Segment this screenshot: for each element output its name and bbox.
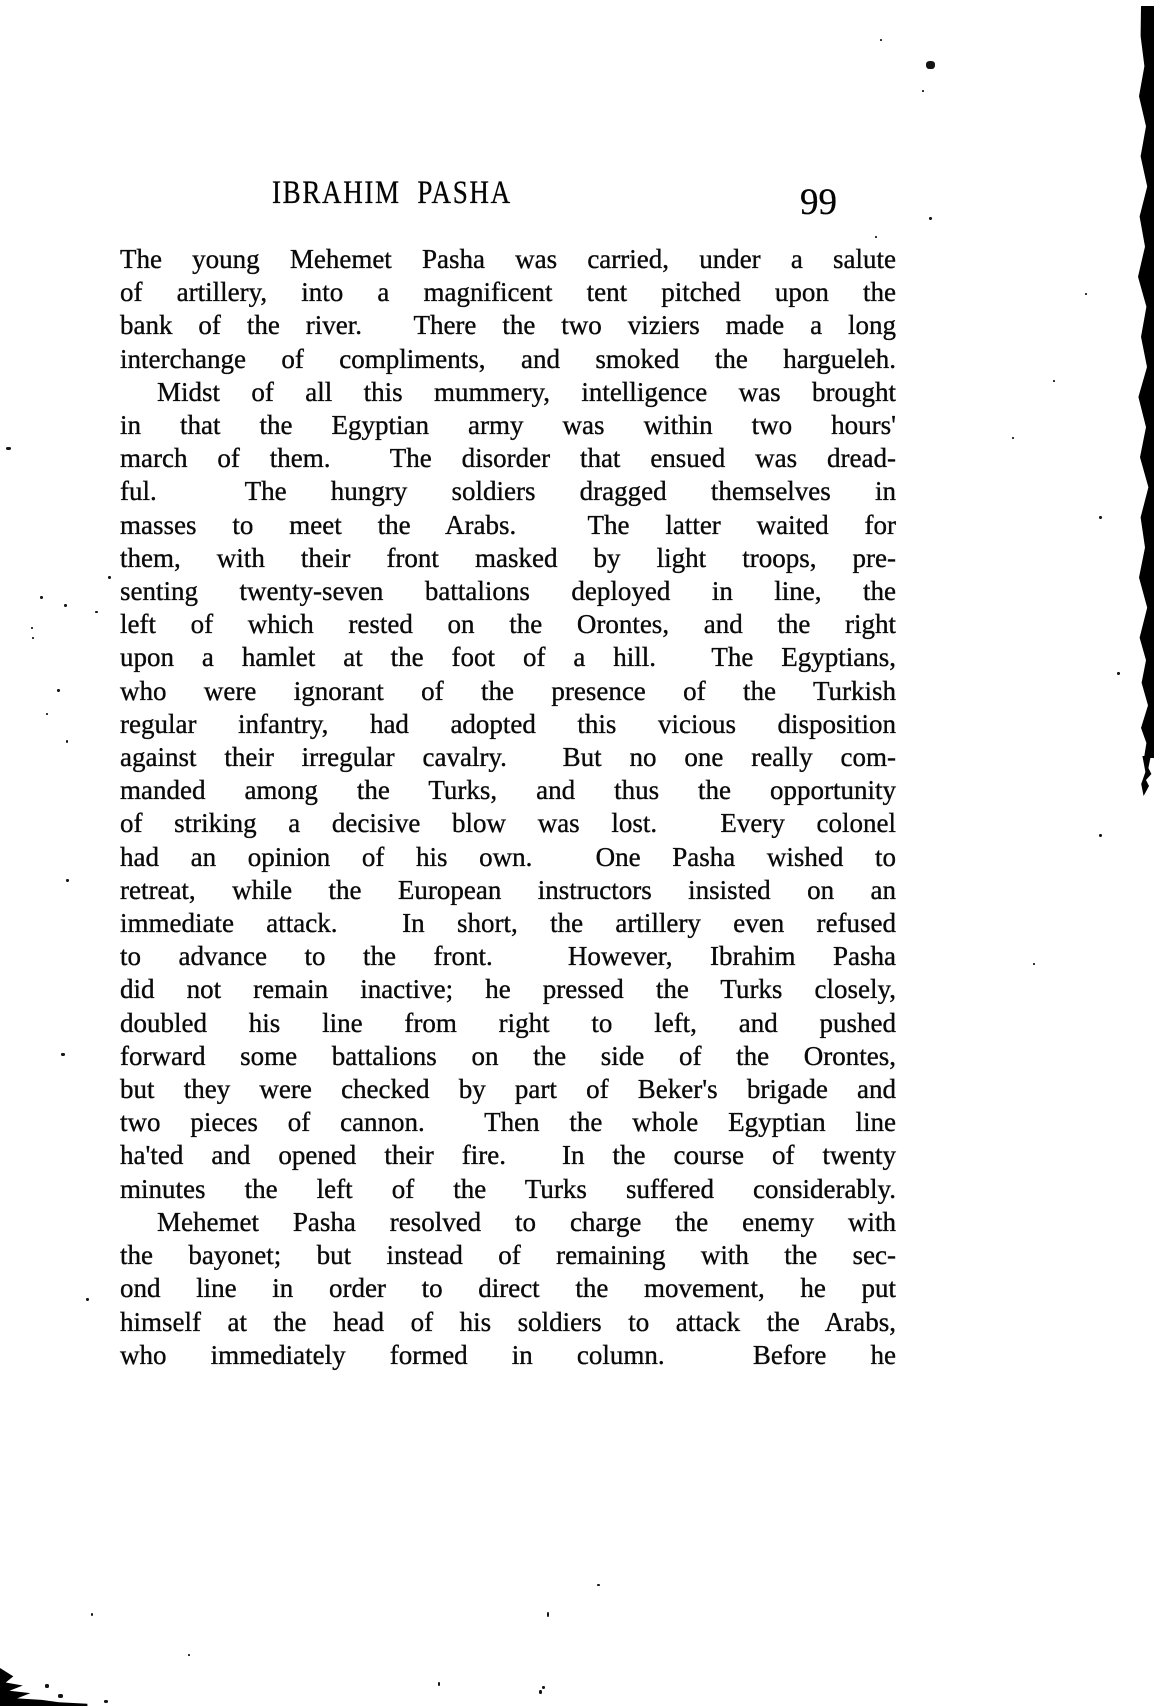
text-line: did not remain inactive; he pressed the Turks closely, <box>120 974 896 1005</box>
text-line: regular infantry, had adopted this vicious disposition <box>120 708 896 739</box>
text-line: against their irregular cavalry. But no one really com- <box>120 742 896 773</box>
text-line: himself at the head of his soldiers to attack the Arabs, <box>120 1306 896 1337</box>
text-line: forward some battalions on the side of the Orontes, <box>120 1040 896 1071</box>
scan-speck <box>86 1298 89 1301</box>
scan-speck <box>6 447 11 450</box>
text-line: left of which rested on the Orontes, and the right <box>120 609 896 640</box>
scan-speck <box>61 1053 65 1056</box>
text-line: Midst of all this mummery, intelligence was brought <box>157 376 896 407</box>
text-line: of artillery, into a magnificent tent pitched upon the <box>120 277 896 308</box>
scan-speck <box>57 689 60 692</box>
scan-speck <box>46 713 48 715</box>
scan-speck <box>1033 963 1035 965</box>
text-line: to advance to the front. However, Ibrahim Pasha <box>120 941 896 972</box>
scan-gutter-artifact <box>1134 6 1154 758</box>
scan-speck <box>539 1690 542 1694</box>
text-line: minutes the left of the Turks suffered considerably. <box>120 1173 896 1204</box>
scan-speck <box>929 217 932 220</box>
scan-speck <box>91 1613 93 1616</box>
text-line: doubled his line from right to left, and pushed <box>120 1007 896 1038</box>
text-line: The young Mehemet Pasha was carried, under a salute <box>120 244 896 274</box>
text-line: who were ignorant of the presence of the Turkish <box>120 675 896 706</box>
scan-speck <box>64 604 67 607</box>
page-title: IBRAHIM PASHA <box>272 175 512 211</box>
scan-speck <box>66 879 69 882</box>
scan-speck <box>1117 672 1120 675</box>
scan-speck <box>1099 834 1102 837</box>
scan-speck <box>32 637 34 639</box>
text-line: ond line in order to direct the movement, he put <box>120 1273 896 1304</box>
text-line: ful. The hungry soldiers dragged themselves in <box>120 476 896 507</box>
scan-speck <box>108 576 111 579</box>
scan-speck <box>45 1684 49 1688</box>
scan-gutter-artifact-tail <box>1140 756 1152 796</box>
scan-speck <box>1099 516 1102 519</box>
text-line: them, with their front masked by light troops, pre- <box>120 542 896 573</box>
body-text <box>120 243 896 1372</box>
scan-speck <box>922 90 924 92</box>
scan-speck <box>95 611 98 613</box>
scan-speck <box>58 1694 63 1698</box>
scan-speck <box>1053 380 1055 382</box>
text-line: manded among the Turks, and thus the opportunity <box>120 775 896 806</box>
scan-speck <box>926 61 935 69</box>
text-line: Mehemet Pasha resolved to charge the enemy with <box>157 1206 896 1237</box>
scan-speck <box>104 1700 108 1703</box>
text-line: upon a hamlet at the foot of a hill. The Egyptians, <box>120 642 896 673</box>
text-line: who immediately formed in column. Before he <box>120 1339 896 1370</box>
scan-speck <box>542 1686 545 1689</box>
scan-speck <box>31 627 33 629</box>
scan-speck <box>1085 293 1087 295</box>
scan-speck <box>66 740 68 743</box>
scan-speck <box>597 1584 600 1586</box>
text-line: of striking a decisive blow was lost. Every colonel <box>120 808 896 839</box>
scan-speck <box>438 1682 440 1686</box>
scan-speck <box>880 39 882 41</box>
text-line: the bayonet; but instead of remaining with the sec- <box>120 1240 896 1271</box>
text-line: had an opinion of his own. One Pasha wished to <box>120 841 896 872</box>
text-line: retreat, while the European instructors insisted on an <box>120 874 896 905</box>
scan-speck <box>547 1612 549 1617</box>
scan-speck <box>188 1654 190 1656</box>
text-line: senting twenty-seven battalions deployed in line, the <box>120 576 896 607</box>
text-line: immediate attack. In short, the artillery even refused <box>120 908 896 939</box>
text-line: bank of the river. There the two viziers made a long <box>120 310 896 341</box>
text-line: interchange of compliments, and smoked the hargueleh. <box>120 343 896 374</box>
text-line: in that the Egyptian army was within two hours' <box>120 410 896 441</box>
text-line: two pieces of cannon. Then the whole Egyptian line <box>120 1107 896 1138</box>
text-line: but they were checked by part of Beker's brigade and <box>120 1074 896 1105</box>
scan-speck <box>40 596 43 599</box>
text-line: ha'ted and opened their fire. In the course of twenty <box>120 1140 896 1171</box>
scan-speck <box>1012 437 1014 439</box>
text-line: masses to meet the Arabs. The latter waited for <box>120 509 896 540</box>
text-line: march of them. The disorder that ensued was dread- <box>120 443 896 474</box>
scan-speck <box>875 236 877 238</box>
page-number: 99 <box>800 182 837 223</box>
